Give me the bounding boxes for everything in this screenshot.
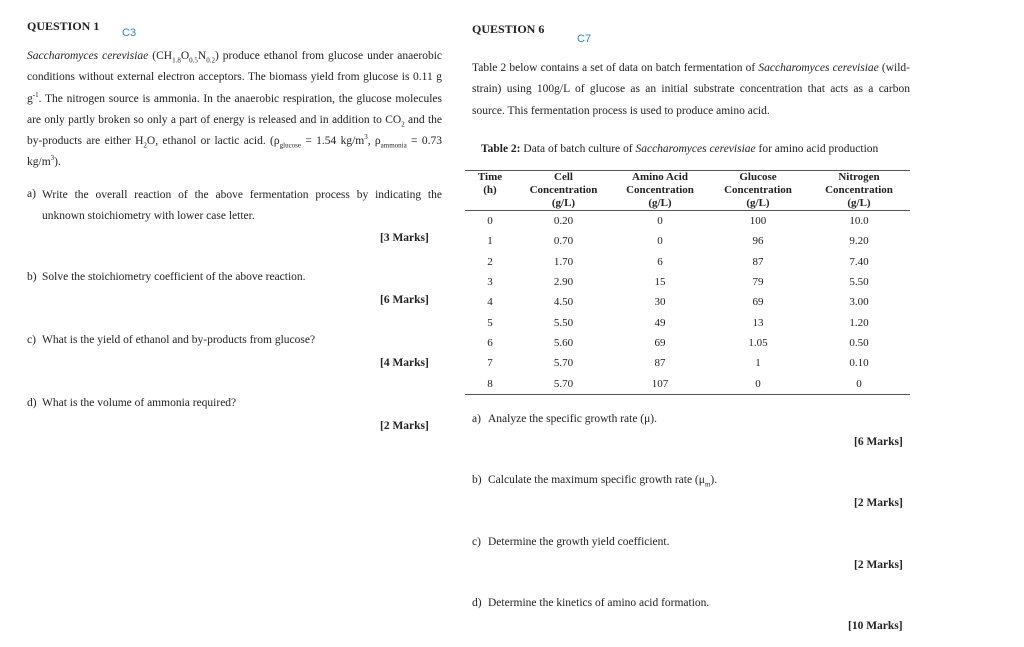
table-header-row — [465, 171, 910, 211]
table-cell: 5.50 — [849, 276, 869, 289]
table-row — [465, 272, 910, 292]
q1b-marks: [6 Marks] — [380, 294, 429, 306]
table-cell: 1.05 — [748, 336, 768, 349]
table-cell: 5.70 — [553, 377, 574, 390]
q1b-text: Solve the stoichiometry coefficient of the above reaction. — [42, 271, 306, 283]
question-6-heading: QUESTION 6 — [472, 22, 545, 36]
table-row — [465, 292, 910, 312]
table-cell: 7 — [487, 357, 493, 370]
table-cell: 5.60 — [553, 336, 574, 349]
table-cell: 87 — [752, 255, 764, 268]
q6d-label: d) — [472, 597, 482, 609]
table-cell: 6 — [657, 255, 663, 268]
table-cell: 3.00 — [849, 296, 869, 309]
table-cell: 107 — [651, 377, 669, 390]
column-header-line: Amino Acid — [632, 171, 688, 183]
q6c-marks: [2 Marks] — [854, 559, 903, 571]
table-cell: 7.40 — [849, 255, 869, 268]
table-cell: 1.20 — [849, 316, 869, 329]
table-row — [465, 211, 910, 232]
column-header-line: Concentration — [626, 184, 694, 196]
q1a-label: a) — [27, 188, 36, 200]
column-header — [515, 171, 612, 211]
question-6-tag: C7 — [577, 33, 592, 45]
column-header — [808, 171, 910, 211]
q6a-text: Analyze the specific growth rate (μ). — [488, 413, 658, 425]
q1c-text: What is the yield of ethanol and by-products from glucose? — [42, 334, 316, 346]
table-cell: 5.50 — [553, 316, 574, 329]
table-row — [465, 353, 910, 373]
column-header — [465, 171, 515, 211]
column-header-line: (g/L) — [847, 197, 871, 209]
q1d-label: d) — [27, 397, 37, 409]
table-cell: 0 — [657, 215, 663, 228]
question-1-intro: Saccharomyces cerevisiae $(CH_{1.8}O_{0.5}N_{0.2})$ produce ethanol from glucose under anaerobic conditions without external electron acceptors. The biomass yield from glucose is 0.11 g $g^{-1}$. The nitrogen source is ammonia. In the anaerobic respiration, the glucose molecules are only partly broken so only a part of energy is released and in addition to $CO_2$ and the by-products are either $H_2O$, ethanol or lactic acid. ($\rho_{glucose} = 1.54$ $kg/m^3$, $\rho_{ammonia} = 0.73$ $kg/m^3$). — [27, 50, 442, 169]
column-header-line: Concentration — [529, 184, 598, 196]
table-cell: 30 — [654, 296, 666, 309]
q1b-label: b) — [27, 271, 37, 283]
column-header-line: (g/L) — [648, 197, 672, 209]
q1d-marks: [2 Marks] — [380, 420, 429, 432]
table-cell: 69 — [752, 296, 764, 309]
table-cell: 2 — [487, 255, 493, 268]
table-cell: 6 — [487, 336, 493, 349]
fermentation-data-table — [465, 170, 910, 395]
column-header-line: Glucose — [739, 171, 777, 183]
q6d-text: Determine the kinetics of amino acid formation. — [488, 597, 710, 609]
column-header-line: Concentration — [825, 184, 893, 196]
table-cell: 0 — [755, 377, 761, 390]
column-header-line: (g/L) — [746, 197, 770, 209]
table-cell: 0.10 — [849, 357, 869, 370]
table-row — [465, 312, 910, 332]
table-cell: 9.20 — [849, 235, 869, 248]
table-cell: 2.90 — [553, 276, 574, 289]
table-cell: 69 — [654, 336, 666, 349]
q6d-marks: [10 Marks] — [848, 620, 903, 632]
column-header-line: Concentration — [724, 184, 792, 196]
table-cell: 0.70 — [553, 235, 574, 248]
table-row — [465, 252, 910, 272]
q1a-marks: [3 Marks] — [380, 232, 429, 244]
table-cell: 1 — [487, 235, 493, 248]
table-cell: 0 — [856, 377, 862, 390]
column-header-line: Cell — [554, 171, 573, 183]
table-cell: 87 — [654, 357, 666, 370]
table-cell: 4.50 — [553, 296, 574, 309]
table-cell: 3 — [487, 276, 493, 289]
table-cell: 0 — [487, 215, 493, 228]
table-caption: Table 2: Data of batch culture of Saccharomyces cerevisiae for amino acid production — [481, 143, 879, 155]
q1a-text: Write the overall reaction of the above fermentation process by indicating the unknown stoichiometry with lower case letter. — [42, 189, 442, 223]
question-1-heading: QUESTION 1 — [27, 19, 100, 33]
q6b-text: Calculate the maximum specific growth rate $(\mu_m)$. — [488, 474, 718, 489]
q6a-marks: [6 Marks] — [854, 436, 903, 448]
q1c-marks: [4 Marks] — [380, 357, 429, 369]
table-cell: 0.20 — [553, 215, 574, 228]
q6c-label: c) — [472, 536, 481, 548]
table-cell: 13 — [752, 316, 764, 329]
table-cell: 0.50 — [849, 336, 869, 349]
table-row — [465, 373, 910, 394]
table-row — [465, 333, 910, 353]
table-cell: 49 — [654, 316, 666, 329]
q6c-text: Determine the growth yield coefficient. — [488, 536, 670, 548]
table-cell: 0 — [657, 235, 663, 248]
question-6-intro: Table 2 below contains a set of data on batch fermentation of Saccharomyces cerevisiae (wild-strain) using 100g/L of glucose as an initial substrate concentration that acts as a carbon source. This fermentation process is used to produce amino acid. — [472, 62, 910, 117]
q6a-label: a) — [472, 413, 481, 425]
question-1-tag: C3 — [122, 27, 137, 39]
q6b-label: b) — [472, 474, 482, 486]
column-header — [708, 171, 808, 211]
column-header-line: Nitrogen — [838, 171, 880, 183]
table-cell: 10.0 — [849, 215, 869, 228]
q1d-text: What is the volume of ammonia required? — [42, 397, 237, 409]
table-cell: 100 — [749, 215, 767, 228]
table-cell: 96 — [752, 235, 764, 248]
table-cell: 79 — [752, 276, 764, 289]
column-header-line: (h) — [483, 184, 497, 196]
table-cell: 1.70 — [553, 255, 574, 268]
table-cell: 5.70 — [553, 357, 574, 370]
column-header-line: (g/L) — [551, 197, 576, 209]
q6b-marks: [2 Marks] — [854, 497, 903, 509]
column-header-line: Time — [477, 171, 503, 183]
table-cell: 15 — [654, 276, 666, 289]
q1c-label: c) — [27, 334, 36, 346]
table-cell: 4 — [487, 296, 493, 309]
table-cell: 1 — [755, 357, 761, 370]
table-row — [465, 231, 910, 251]
column-header — [612, 171, 708, 211]
table-cell: 8 — [487, 377, 493, 390]
table-cell: 5 — [487, 316, 493, 329]
